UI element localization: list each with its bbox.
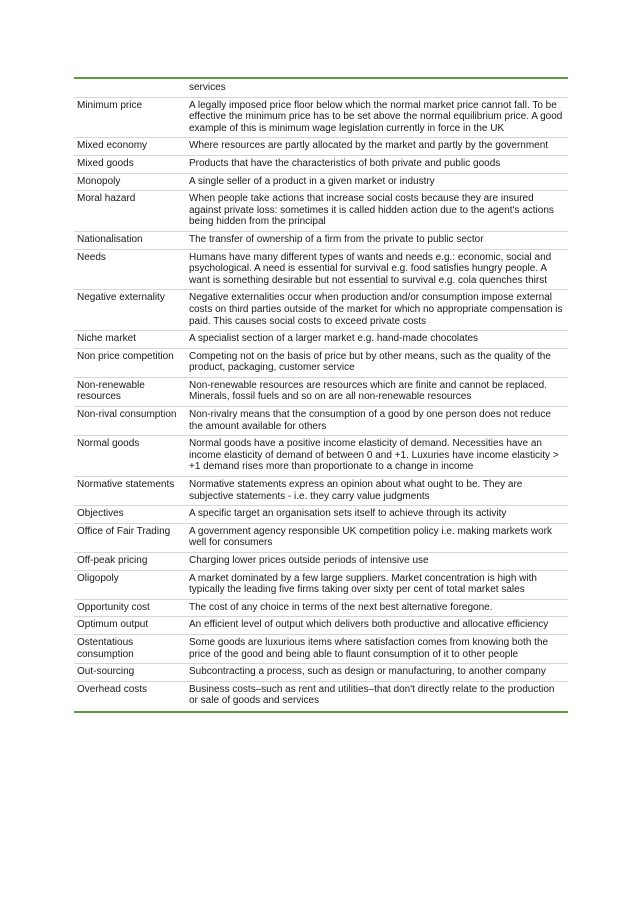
glossary-row [74,80,568,98]
glossary-term: Overhead costs [77,683,148,695]
glossary-definition: Negative externalities occur when production and/or consumption impose external costs on third parties outside of the market for which no appropriate compensation is paid. This causes social costs to exceed private costs [189,292,563,327]
glossary-term: Mixed goods [77,157,134,169]
glossary-definition: Charging lower prices outside periods of intensive use [189,555,429,566]
glossary-definition: Non-renewable resources are resources which are finite and cannot be replaced. Minerals, fossil fuels and so on are all non-renewable resources [189,379,547,403]
glossary-row [74,477,568,506]
glossary-row [74,174,568,192]
glossary-definition: Humans have many different types of wants and needs e.g.: economic, social and psychological. A need is essential for survival e.g. food satisfies hungry people. A want is something desirable but not essential to survival e.g. cola quenches thirst [189,251,552,286]
glossary-term: Non-renewable resources [77,379,145,403]
glossary-term: Optimum output [77,619,149,631]
glossary-row [74,553,568,571]
glossary-term: Out-sourcing [77,666,135,678]
glossary-row [74,290,568,331]
glossary-definition: When people take actions that increase social costs because they are insured against private loss: sometimes it is called hidden action due to the agent's actions being hidden from the principal [189,193,554,228]
glossary-row [74,331,568,349]
glossary-definition: Some goods are luxurious items where satisfaction comes from knowing both the price of the good and being able to flaunt consumption of it to other people [189,636,549,660]
glossary-row [74,232,568,250]
glossary-term: Non price competition [77,350,174,362]
glossary-row [74,407,568,436]
glossary-definition: An efficient level of output which delivers both productive and allocative efficiency [189,619,549,631]
glossary-term: Moral hazard [77,193,136,205]
glossary-term: Objectives [77,508,124,520]
glossary-definition: A market dominated by a few large suppliers. Market concentration is high with typically the leading five firms taking over sixty per cent of total market sales [189,572,537,596]
glossary-term: Needs [77,251,106,263]
glossary-row [74,98,568,139]
glossary-table [74,77,568,713]
glossary-term: Nationalisation [77,233,143,245]
glossary-term: Monopoly [77,175,121,187]
glossary-term: Office of Fair Trading [77,525,171,537]
glossary-row [74,378,568,407]
glossary-term [74,82,189,94]
glossary-row [74,349,568,378]
glossary-row [74,524,568,553]
glossary-row [74,156,568,174]
glossary-term: Negative externality [77,292,165,304]
glossary-definition: A specialist section of a larger market e.g. hand-made chocolates [189,333,479,345]
glossary-term: Normal goods [77,438,140,450]
glossary-definition: The cost of any choice in terms of the next best alternative foregone. [189,601,493,613]
glossary-term: Niche market [77,333,136,345]
glossary-definition: A legally imposed price floor below which the normal market price cannot fall. To be effective the minimum price has to be set above the normal equilibrium price. A good example of this is minimum wage legislation currently in force in the UK [189,99,563,134]
glossary-row [74,506,568,524]
glossary-term: Minimum price [77,99,143,111]
glossary-row [74,635,568,664]
glossary-definition: Products that have the characteristics of both private and public goods [189,157,501,169]
glossary-definition: Normative statements express an opinion about what ought to be. They are subjective statements - i.e. they carry value judgments [189,479,523,502]
glossary-term: Mixed economy [77,140,148,152]
glossary-row [74,664,568,682]
glossary-definition: A single seller of a product in a given market or industry [189,175,435,187]
glossary-row [74,600,568,618]
glossary-definition: Non-rivalry means that the consumption of a good by one person does not reduce the amount available for others [189,409,551,432]
glossary-row [74,617,568,635]
glossary-term: Ostentatious consumption [77,636,134,660]
glossary-row [74,250,568,291]
glossary-term: Off-peak pricing [77,555,148,566]
glossary-term: Oligopoly [77,572,119,584]
glossary-definition: Business costs–such as rent and utilities–that don't directly relate to the production or sale of goods and services [189,683,555,707]
glossary-definition: A government agency responsible UK competition policy i.e. making markets work well for consumers [189,525,552,549]
glossary-row [74,682,568,710]
glossary-definition: Subcontracting a process, such as design or manufacturing, to another company [189,666,546,678]
glossary-definition: The transfer of ownership of a firm from the private to public sector [189,233,484,245]
glossary-definition: services [189,82,226,93]
glossary-term: Opportunity cost [77,601,150,613]
glossary-definition: Where resources are partly allocated by the market and partly by the government [189,140,549,152]
glossary-definition: A specific target an organisation sets itself to achieve through its activity [189,508,507,520]
glossary-row [74,571,568,600]
glossary-term: Normative statements [77,479,175,491]
glossary-row [74,436,568,477]
glossary-row [74,191,568,232]
glossary-definition: Competing not on the basis of price but by other means, such as the quality of the product, packaging, customer service [189,350,551,374]
glossary-definition: Normal goods have a positive income elasticity of demand. Necessities have an income elasticity of demand of between 0 and +1. Luxuries have income elasticity > +1 demand rises more than proportionate to a change in income [189,438,559,473]
glossary-term: Non-rival consumption [77,409,177,421]
glossary-row [74,138,568,156]
